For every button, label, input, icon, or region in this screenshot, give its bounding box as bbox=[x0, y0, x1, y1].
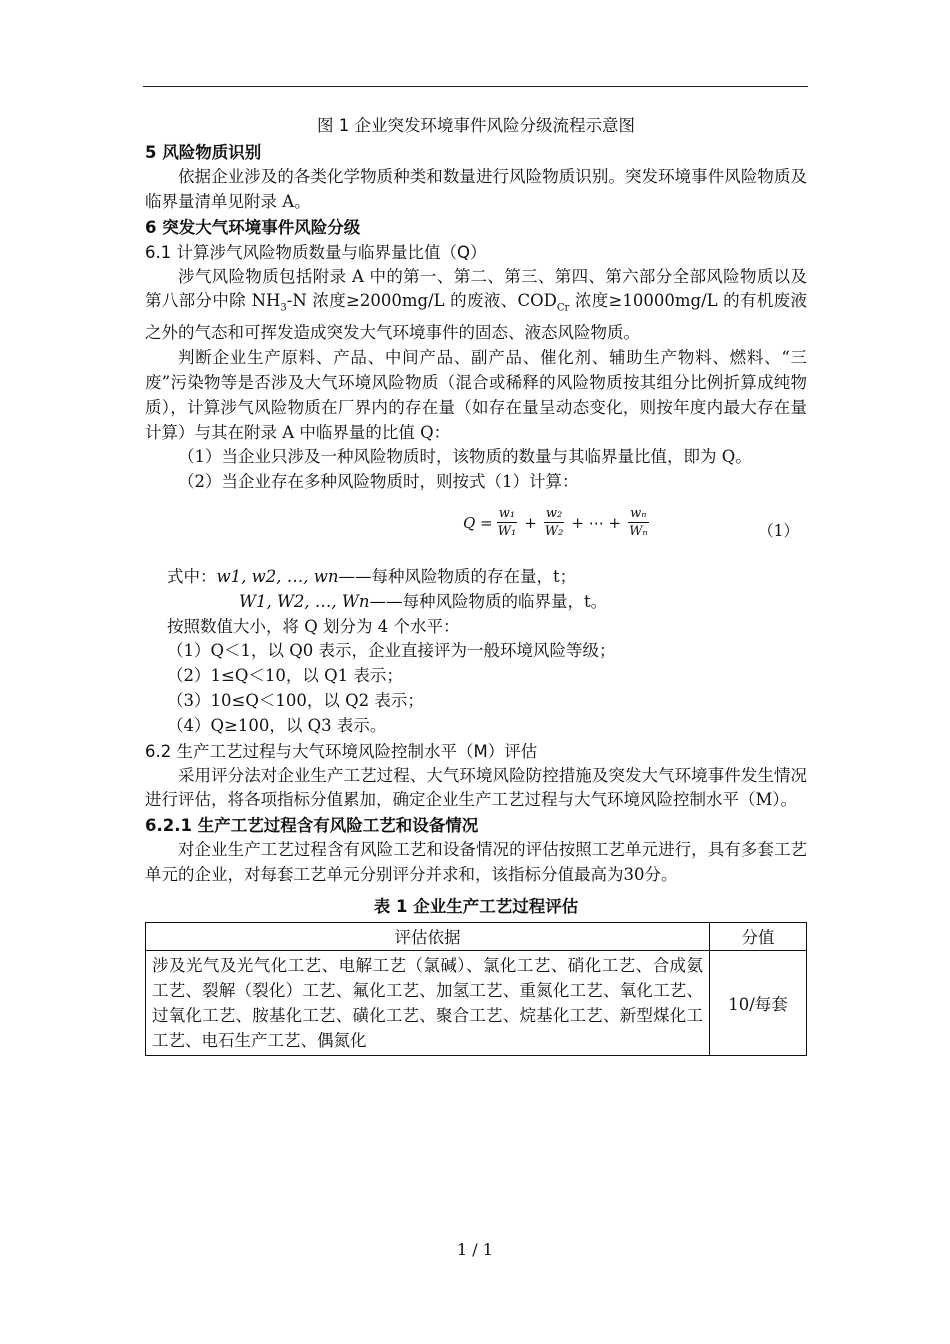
section-6-2-heading: 6.2 生产工艺过程与大气环境风险控制水平（M）评估 bbox=[145, 741, 538, 761]
section-6-2-paragraph: 采用评分法对企业生产工艺过程、大气环境风险防控措施及突发大气环境事件发生情况进行评估，将各项指标分值累加，确定企业生产工艺过程与大气环境风险控制水平（M）。 bbox=[145, 765, 807, 810]
table-header-row bbox=[146, 922, 807, 950]
section-6-1-paragraph-4: （2）当企业存在多种风险物质时，则按式（1）计算： bbox=[178, 472, 579, 492]
fraction-term-n: $\frac{\text{wₙ}}{\text{Wₙ}}$ bbox=[629, 506, 648, 540]
fraction-term-1: $\frac{\text{w₁}}{\text{W₁}}$ bbox=[497, 506, 517, 540]
section-6-1-heading: 6.1 计算涉气风险物质数量与临界量比值（Q） bbox=[145, 242, 487, 262]
page-number: 1 / 1 bbox=[457, 1240, 493, 1259]
document-body bbox=[145, 112, 807, 1056]
level-item: （4）Q≥100，以 Q3 表示。 bbox=[167, 715, 387, 735]
where-line-1: 式中：w1, w2, …, wn——每种风险物质的存在量，t； bbox=[167, 567, 577, 587]
section-6-heading: 6 突发大气环境事件风险分级 bbox=[145, 217, 361, 237]
table-cell-score: 10/每套 bbox=[710, 950, 807, 1055]
section-5-heading: 5 风险物质识别 bbox=[145, 143, 262, 162]
formula-1: Q = $\frac{\text{w₁}}{\text{W₁}}$ + $\frac{\text{w₂}}{\text{W₂}}$ + ⋯ + $\frac{\text{wₙ}}{\text{Wₙ}}$ （1） bbox=[463, 506, 799, 541]
table-1-caption: 表 1 企业生产工艺过程评估 bbox=[373, 896, 579, 916]
table-cell-basis: 涉及光气及光气化工艺、电解工艺（氯碱）、氯化工艺、硝化工艺、合成氨工艺、裂解（裂化）工艺、氟化工艺、加氢工艺、重氮化工艺、氧化工艺、过氧化工艺、胺基化工艺、磺化工艺、聚合工艺、烷基化工艺、新型煤化工工艺、电石生产工艺、偶氮化 bbox=[146, 950, 710, 1055]
section-6-2-1-heading: 6.2.1 生产工艺过程含有风险工艺和设备情况 bbox=[145, 816, 479, 836]
formula-lhs: Q = bbox=[463, 513, 493, 532]
table-1 bbox=[145, 922, 807, 1056]
section-6-1-paragraph-2: 判断企业生产原料、产品、中间产品、副产品、催化剂、辅助生产物料、燃料、“三废”污染物等是否涉及大气环境风险物质（混合或稀释的风险物质按其组分比例折算成纯物质），计算涉气风险物质在厂界内的存在量（如存在量呈动态变化，则按年度内最大存在量计算）与其在附录 A 中临界量的比值 Q： bbox=[145, 348, 807, 442]
level-item: （3）10≤Q＜100，以 Q2 表示； bbox=[167, 691, 424, 711]
formula-number: （1） bbox=[758, 522, 799, 541]
section-6-1-paragraph-1: 涉气风险物质包括附录 A 中的第一、第二、第三、第四、第六部分全部风险物质以及第八部分中除 $NH_3-N$ 浓度≥2000mg/L 的废液、$COD_{Cr}$ 浓度≥10000mg/L 的有机废液之外的气态和可挥发造成突发大气环境事件的固态、液态风险物质。 bbox=[145, 266, 807, 343]
figure-caption: 图 1 企业突发环境事件风险分级流程示意图 bbox=[317, 116, 635, 135]
header-rule bbox=[143, 86, 808, 87]
level-item: （1）Q＜1，以 Q0 表示，企业直接评为一般环境风险等级； bbox=[167, 641, 616, 661]
levels-intro: 按照数值大小，将 Q 划分为 4 个水平： bbox=[167, 616, 460, 636]
table-header-score: 分值 bbox=[710, 922, 807, 950]
table-header-basis: 评估依据 bbox=[146, 922, 710, 950]
section-6-1-paragraph-3: （1）当企业只涉及一种风险物质时，该物质的数量与其临界量比值，即为 Q。 bbox=[178, 447, 752, 467]
section-5-paragraph: 依据企业涉及的各类化学物质种类和数量进行风险物质识别。突发环境事件风险物质及临界量清单见附录 A。 bbox=[145, 167, 807, 211]
table-row bbox=[146, 950, 807, 1055]
fraction-term-2: $\frac{\text{w₂}}{\text{W₂}}$ bbox=[544, 506, 564, 540]
section-6-2-1-paragraph: 对企业生产工艺过程含有风险工艺和设备情况的评估按照工艺单元进行，具有多套工艺单元的企业，对每套工艺单元分别评分并求和，该指标分值最高为30分。 bbox=[145, 840, 807, 885]
level-item: （2）1≤Q＜10，以 Q1 表示； bbox=[167, 666, 403, 686]
where-line-2: W1, W2, …, Wn——每种风险物质的临界量，t。 bbox=[239, 591, 608, 611]
